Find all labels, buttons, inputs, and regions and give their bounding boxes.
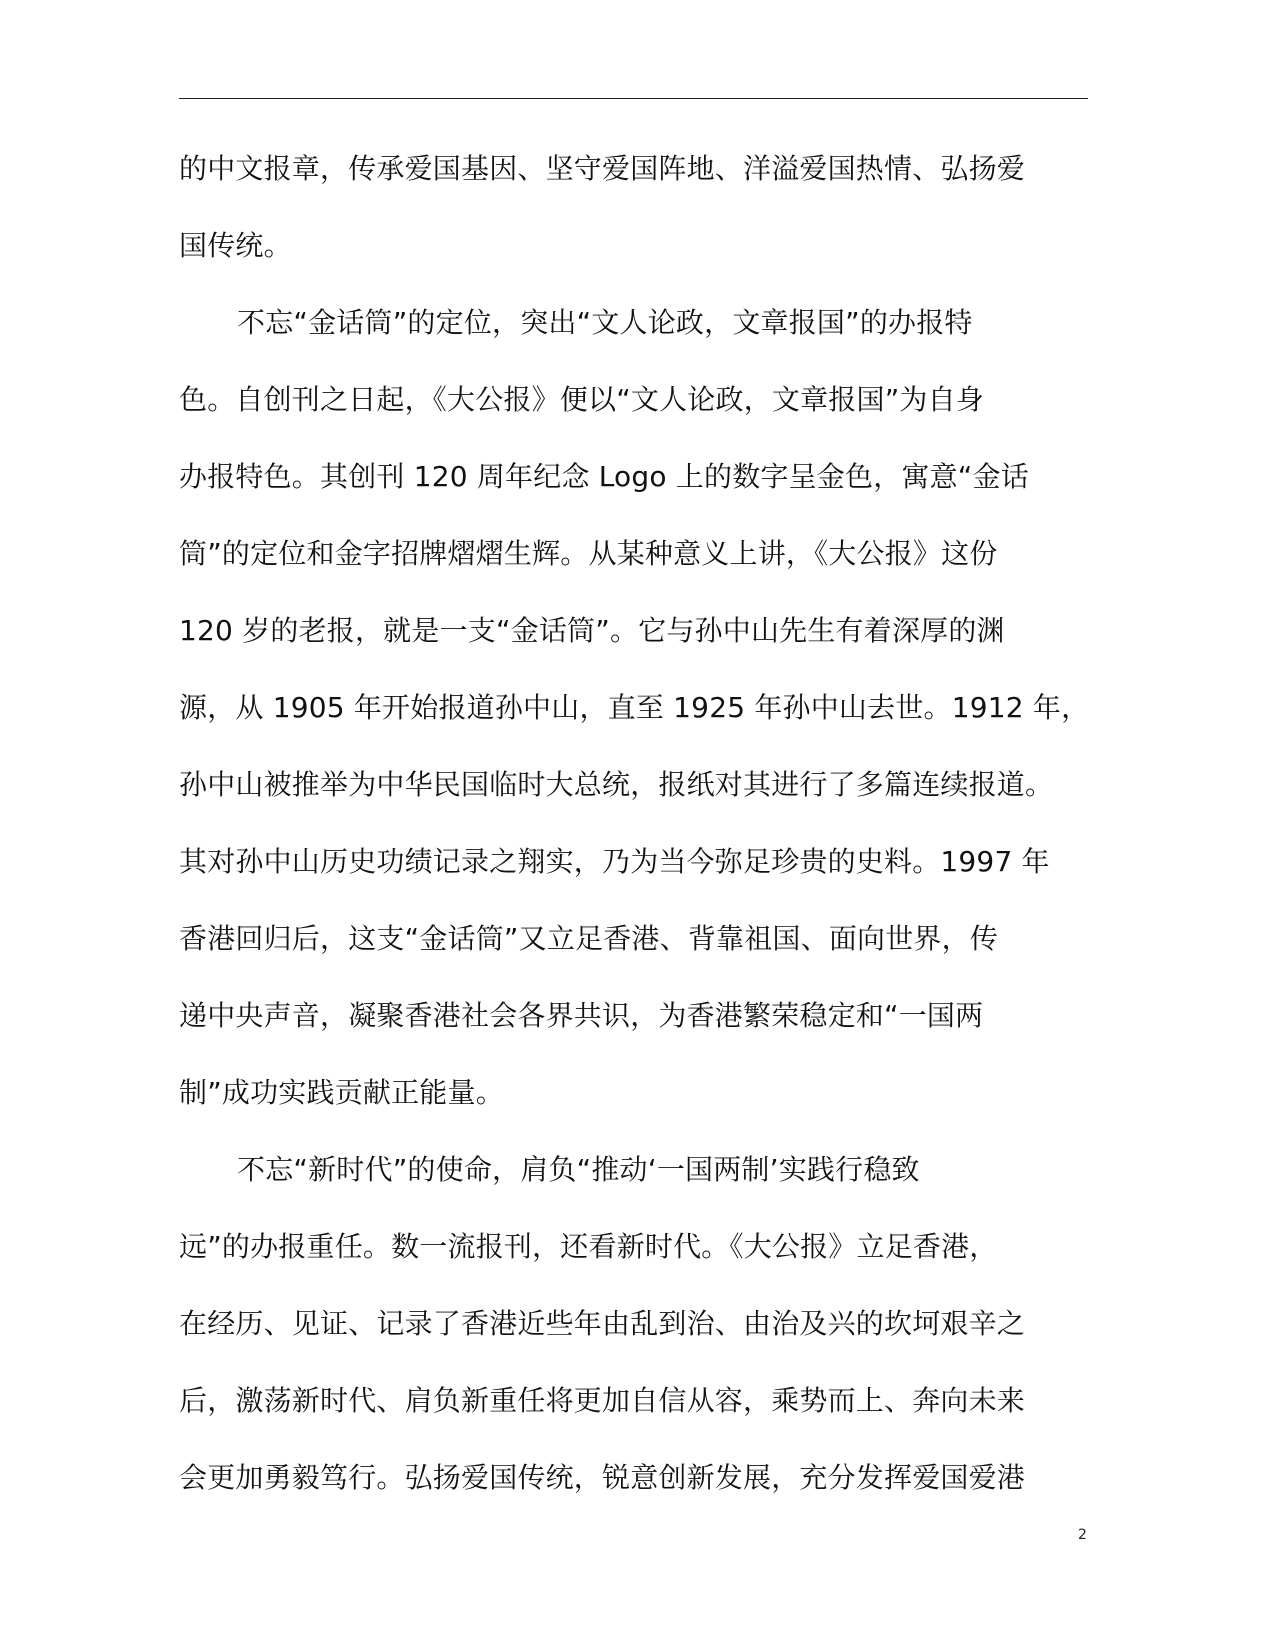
- page-number: 2: [1078, 1527, 1087, 1543]
- text-line: 在经历、见证、记录了香港近些年由乱到治、由治及兴的坎坷艰辛之: [179, 1307, 1026, 1340]
- body-text: [179, 134, 1094, 1520]
- text-line: 制”成功实践贡献正能量。: [179, 1076, 504, 1109]
- header-rule: [179, 98, 1088, 99]
- text-line: 办报特色。其创刊 120 周年纪念 Logo 上的数字呈金色，寓意“金话: [179, 460, 1029, 493]
- text-line: 孙中山被推举为中华民国临时大总统，报纸对其进行了多篇连续报道。: [179, 768, 1054, 801]
- text-line: 远”的办报重任。数一流报刊，还看新时代。《大公报》立足香港，: [179, 1230, 998, 1263]
- text-line: 国传统。: [179, 229, 292, 262]
- text-line: 其对孙中山历史功绩记录之翔实，乃为当今弥足珍贵的史料。1997 年: [179, 845, 1050, 878]
- text-line: 会更加勇毅笃行。弘扬爱国传统，锐意创新发展，充分发挥爱国爱港: [179, 1461, 1026, 1494]
- text-line: 120 岁的老报，就是一支“金话筒”。它与孙中山先生有着深厚的渊: [179, 614, 1005, 647]
- text-line: 不忘“新时代”的使命，肩负“推动‘一国两制’实践行稳致: [237, 1153, 920, 1186]
- text-line: 源，从 1905 年开始报道孙中山，直至 1925 年孙中山去世。1912 年，: [179, 691, 1090, 724]
- text-line: 香港回归后，这支“金话筒”又立足香港、背靠祖国、面向世界，传: [179, 922, 999, 955]
- text-line: 递中央声音，凝聚香港社会各界共识，为香港繁荣稳定和“一国两: [179, 999, 984, 1032]
- text-line: 筒”的定位和金字招牌熠熠生辉。从某种意义上讲，《大公报》这份: [179, 537, 998, 570]
- text-line: 后，激荡新时代、肩负新重任将更加自信从容，乘势而上、奔向未来: [179, 1384, 1026, 1417]
- text-line: 色。自创刊之日起，《大公报》便以“文人论政，文章报国”为自身: [179, 383, 985, 416]
- text-line: 不忘“金话筒”的定位，突出“文人论政，文章报国”的办报特: [237, 306, 973, 339]
- text-line: 的中文报章，传承爱国基因、坚守爱国阵地、洋溢爱国热情、弘扬爱: [179, 152, 1026, 185]
